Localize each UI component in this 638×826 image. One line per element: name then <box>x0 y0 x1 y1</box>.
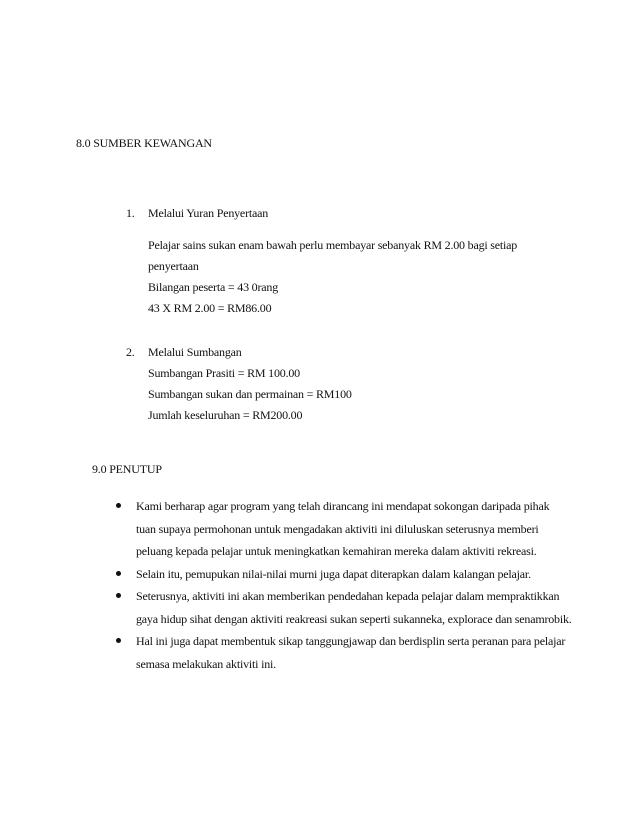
paragraph-line: penyertaan <box>148 259 199 273</box>
paragraph-line: Pelajar sains sukan enam bawah perlu membayar sebanyak RM 2.00 bagi setiap <box>148 238 518 252</box>
calculation-line: Sumbangan sukan dan permainan = RM100 <box>148 387 352 401</box>
calculation-line: 43 X RM 2.00 = RM86.00 <box>148 301 272 315</box>
bullet-line: tuan supaya permohonan untuk mengadakan aktiviti ini diluluskan seterusnya memberi <box>136 521 539 536</box>
bullet-list <box>116 495 616 675</box>
bullet-line: Selain itu, pemupukan nilai-nilai murni juga dapat diterapkan dalam kalangan pelajar. <box>136 566 531 581</box>
calculation-line: Jumlah keseluruhan = RM200.00 <box>148 408 303 422</box>
bullet-item <box>116 585 616 630</box>
bullet-item <box>116 563 616 586</box>
bullet-dot-icon <box>116 593 121 598</box>
bullet-item <box>116 630 616 675</box>
numbered-list-item-1 <box>126 203 606 319</box>
bullet-line: gaya hidup sihat dengan aktiviti reakreasi sukan seperti sukanneka, explorace dan senamrobik. <box>136 611 572 626</box>
list-item-title: Melalui Yuran Penyertaan <box>148 206 269 220</box>
bullet-line: semasa melakukan aktiviti ini. <box>136 656 276 671</box>
bullet-item <box>116 495 616 563</box>
numbered-list-item-2 <box>126 342 606 426</box>
list-number: 2. <box>126 345 135 359</box>
bullet-line: Hal ini juga dapat membentuk sikap tanggungjawap dan berdisplin serta peranan para pelajar <box>136 634 566 648</box>
list-item-title: Melalui Sumbangan <box>148 345 242 359</box>
calculation-line: Sumbangan Prasiti = RM 100.00 <box>148 366 300 380</box>
list-number: 1. <box>126 206 135 220</box>
section-heading-penutup: 9.0 PENUTUP <box>92 462 162 476</box>
bullet-dot-icon <box>116 571 121 576</box>
bullet-dot-icon <box>116 638 121 643</box>
bullet-line: peluang kepada pelajar untuk meningkatkan kemahiran mereka dalam aktiviti rekreasi. <box>136 544 537 558</box>
calculation-line: Bilangan peserta = 43 0rang <box>148 280 278 294</box>
bullet-dot-icon <box>116 503 121 508</box>
bullet-line: Kami berharap agar program yang telah dirancang ini mendapat sokongan daripada pihak <box>136 499 550 513</box>
section-heading-sumber-kewangan: 8.0 SUMBER KEWANGAN <box>76 136 212 150</box>
bullet-line: Seterusnya, aktiviti ini akan memberikan pendedahan kepada pelajar dalam mempraktikkan <box>136 589 560 603</box>
